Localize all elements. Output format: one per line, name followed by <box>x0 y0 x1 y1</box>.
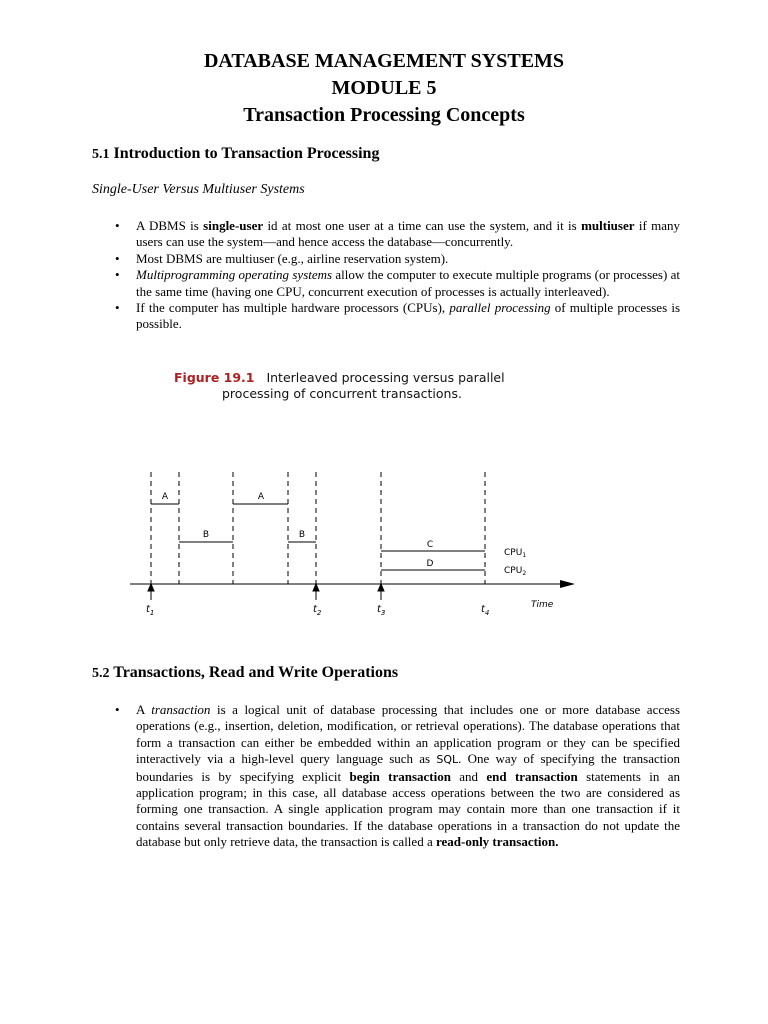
list-item: • A transaction is a logical unit of database processing that includes one or more database access operations (e.g., insertion, deletion, modification, or retrieval operations). The database operations that form a transaction can either be embedded within an application program or they can be specified interactively via a high-level query language such as SQL. One way of specifying the transaction boundaries is by specifying explicit begin transaction and end transaction statements in an application program; in this case, all database access operations between the two are considered as forming one transaction. A single application program may contain more than one transaction if it contains several transaction boundaries. If the database operations in a transaction do not update the database but only retrieve data, the transaction is called a read-only transaction. <box>115 702 681 850</box>
arrow-t2 <box>313 584 319 591</box>
caption-line-1: Interleaved processing versus parallel <box>266 370 505 385</box>
section-heading-5-2 <box>92 664 398 682</box>
label-d: D <box>426 559 434 569</box>
section-title: Introduction to Transaction Processing <box>113 145 380 162</box>
arrow-t1 <box>148 584 154 591</box>
label-t3: $t_3$ <box>377 604 386 617</box>
module-title: MODULE 5 <box>331 77 437 99</box>
section-heading-5-1 <box>92 145 379 163</box>
label-c: C <box>426 540 434 550</box>
list-item: • Most DBMS are multiuser (e.g., airline reservation system). <box>115 250 449 266</box>
chapter-title: Transaction Processing Concepts <box>243 104 525 126</box>
figure-number: Figure 19.1 <box>174 370 255 385</box>
doc-title: DATABASE MANAGEMENT SYSTEMS <box>203 50 565 72</box>
list-item: • If the computer has multiple hardware processors (CPUs), parallel processing of multiple processes is possible. <box>115 300 681 332</box>
label-time: Time <box>531 600 554 610</box>
list-item: • A DBMS is single-user id at most one user at a time can use the system, and it is multiuser if many users can use the system—and hence access the database—concurrently. <box>115 218 680 250</box>
interleaved-parallel-diagram <box>120 460 580 630</box>
label-t4: $t_4$ <box>481 604 490 617</box>
label-a2: A <box>257 492 265 502</box>
figure-caption <box>174 370 505 402</box>
label-t1: $t_1$ <box>146 604 155 617</box>
bullet-list-1 <box>92 218 680 333</box>
label-a1: A <box>161 492 169 502</box>
label-t2: $t_2$ <box>313 604 322 617</box>
arrow-t3 <box>378 584 384 591</box>
subheading: Single-User Versus Multiuser Systems <box>92 182 305 197</box>
caption-line-2: processing of concurrent transactions. <box>222 386 462 401</box>
bullet-list-2 <box>92 702 680 851</box>
label-cpu2: $CPU_2$ <box>504 566 527 577</box>
section-number: 5.2 <box>92 666 110 681</box>
label-cpu1: $CPU_1$ <box>504 548 527 559</box>
section-title: Transactions, Read and Write Operations <box>113 664 399 681</box>
list-item: • Multiprogramming operating systems allow the computer to execute multiple programs (or processes) at the same time (having one CPU, concurrent execution of processes is actually interleaved). <box>115 267 680 299</box>
label-b2: B <box>298 530 306 540</box>
time-axis-arrow <box>560 580 575 588</box>
label-b1: B <box>202 530 210 540</box>
section-number: 5.1 <box>92 147 110 162</box>
